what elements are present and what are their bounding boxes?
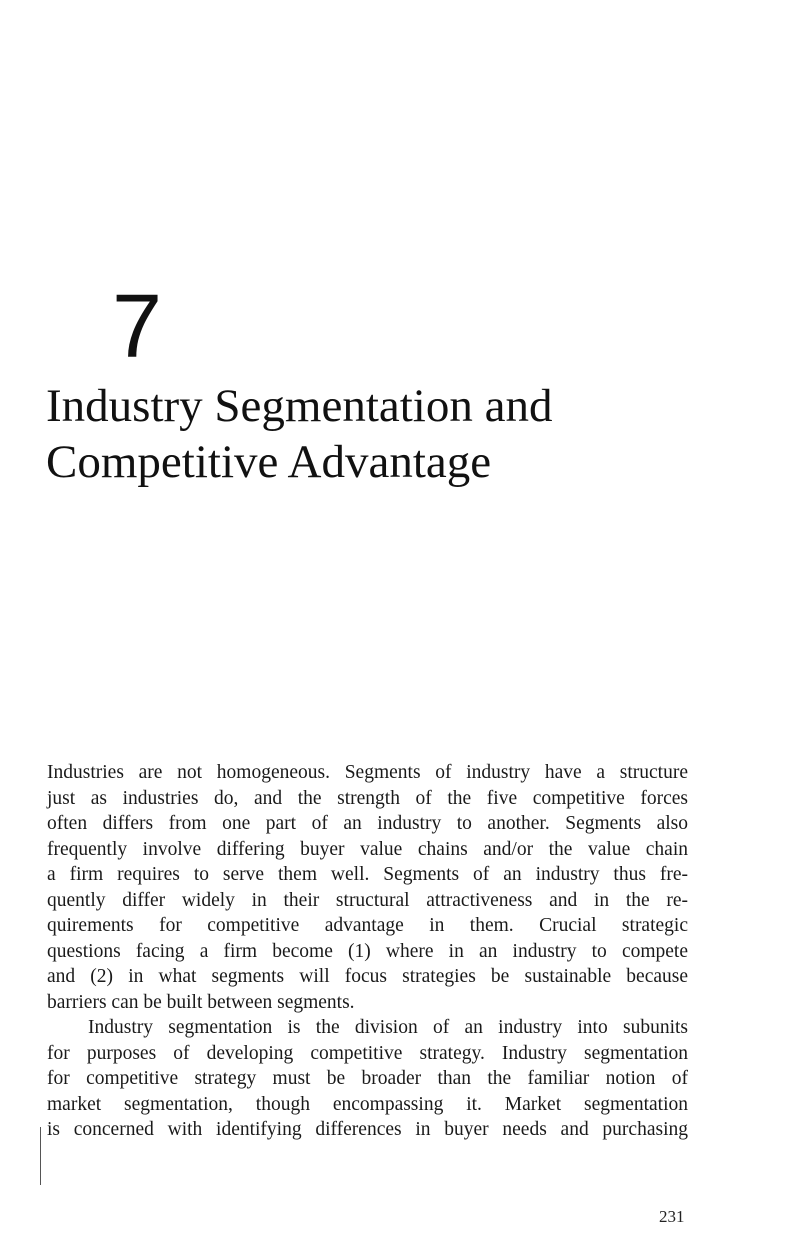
chapter-number: 7 — [112, 277, 163, 377]
body-line: frequently involve differing buyer value chains and/or the value chain — [47, 838, 688, 860]
chapter-title-line: Competitive Advantage — [46, 436, 492, 488]
body-line: just as industries do, and the strength of the five competitive forces — [47, 787, 688, 809]
body-line: quirements for competitive advantage in them. Crucial strategic — [47, 915, 688, 936]
body-line: Industries are not homogeneous. Segments of industry have a structure — [47, 762, 688, 783]
body-line: Industry segmentation is the division of an industry into subunits — [88, 1017, 688, 1038]
chapter-title-line: Industry Segmentation and — [46, 380, 553, 432]
body-line: barriers can be built between segments. — [47, 991, 355, 1013]
body-line: is concerned with identifying differences in buyer needs and purchasing — [47, 1119, 688, 1140]
margin-mark — [40, 1127, 41, 1185]
body-line: for purposes of developing competitive strategy. Industry segmentation — [47, 1042, 688, 1064]
body-line: often differs from one part of an industry to another. Segments also — [47, 813, 688, 834]
chapter-title — [46, 378, 746, 490]
body-text — [47, 760, 688, 1143]
body-line: a firm requires to serve them well. Segments of an industry thus fre- — [47, 864, 688, 885]
body-line: for competitive strategy must be broader than the familiar notion of — [47, 1068, 688, 1089]
body-line: and (2) in what segments will focus strategies be sustainable because — [47, 966, 688, 987]
page-number: 231 — [659, 1207, 685, 1226]
body-line: market segmentation, though encompassing it. Market segmentation — [47, 1093, 688, 1115]
body-line: questions facing a firm become (1) where in an industry to compete — [47, 940, 688, 962]
body-line: quently differ widely in their structural attractiveness and in the re- — [47, 889, 688, 911]
